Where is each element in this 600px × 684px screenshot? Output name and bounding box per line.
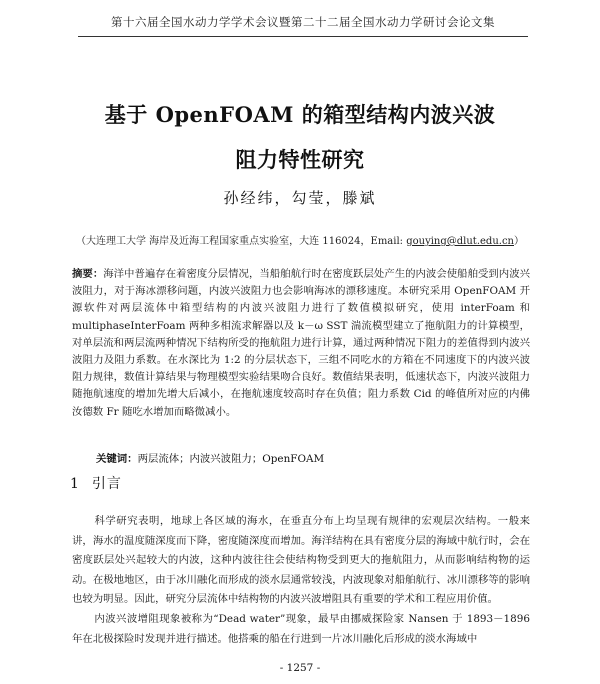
body-paragraph-2: [72, 610, 530, 649]
header-rule: [78, 36, 528, 37]
author-email-link[interactable]: gouying@dlut.edu.cn: [406, 236, 514, 247]
paper-authors: 孙经纬，勾莹，滕斌: [223, 189, 377, 207]
keywords-text: 两层流体；内波兴波阻力；OpenFOAM: [137, 453, 325, 465]
section-title: 引言: [91, 476, 122, 492]
paper-affiliation: [40, 232, 560, 247]
section-heading: [70, 473, 122, 493]
abstract-label: 摘要：: [72, 268, 104, 280]
section-number: 1: [70, 476, 80, 492]
paper-title-line2: 阻力特性研究: [235, 147, 365, 172]
paper-title-line1: 基于 OpenFOAM 的箱型结构内波兴波: [104, 102, 496, 127]
keywords-label: 关键词：: [96, 453, 138, 465]
paragraph-1-text: 科学研究表明，地球上各区域的海水，在垂直分布上均呈现有规律的宏观层次结构。一般来讲，海水的温度随深度而下降，密度随深度而增加。海洋结构在具有密度分层的海域中航行时，会在密度跃层处兴起较大的内波，这种内波往往会使结构物受到更大的拖航阻力，从而影响结构物的运动。在极地地区，由于冰川融化而形成的淡水层通常较浅，内波现象对船舶航行、冰川漂移等的影响也较为明显。因此，研究分层流体中结构物的内波兴波增阻具有重要的学术和工程应用价值。: [72, 515, 530, 606]
running-header: 第十六届全国水动力学学术会议暨第二十二届全国水动力学研讨会论文集: [111, 15, 495, 29]
affiliation-close: ）: [514, 236, 524, 247]
abstract-text: 海洋中普遍存在着密度分层情况，当船舶航行时在密度跃层处产生的内波会使船舶受到内波兴波阻力，对于海冰漂移问题，内波兴波阻力也会影响海冰的漂移速度。本研究采用 OpenFOAM 开源软件对两层流体中箱型结构的内波兴波阻力进行了数值模拟研究，使用 interFoam 和 multiphaseInterFoam 两种多相流求解器以及 k－ω SST 湍流模型建立了拖航阻力的计算模型，对单层流和两层流两种情况下结构所受的拖航阻力进行计算，通过两种情况下阻力的差值得到内波兴波阻力及阻力系数。在水深比为 1:2 的分层状态下，三组不同吃水的方箱在不同速度下的内波兴波阻力规律，数值计算结果与物理模型实验结果吻合良好。数值结果表明，低速状态下，内波兴波阻力随拖航速度的增加先增大后减小，在拖航速度较高时存在负值；阻力系数 Cid 的峰值所对应的内佛汝德数 Fr 随吃水增加而略微减小。: [72, 268, 531, 418]
abstract: [72, 266, 530, 421]
keywords: [96, 450, 526, 465]
page-number: - 1257 -: [279, 662, 321, 674]
body-paragraph-1: [72, 512, 530, 610]
paragraph-2-text: 内波兴波增阻现象被称为“Dead water”现象，最早由挪威探险家 Nansen 于 1893－1896 年在北极探险时发现并进行描述。他搭乘的船在行进到一片冰川融化后形成的淡水海域中: [72, 613, 530, 645]
affiliation-text: （大连理工大学 海岸及近海工程国家重点实验室，大连 116024，Email:: [75, 236, 407, 247]
